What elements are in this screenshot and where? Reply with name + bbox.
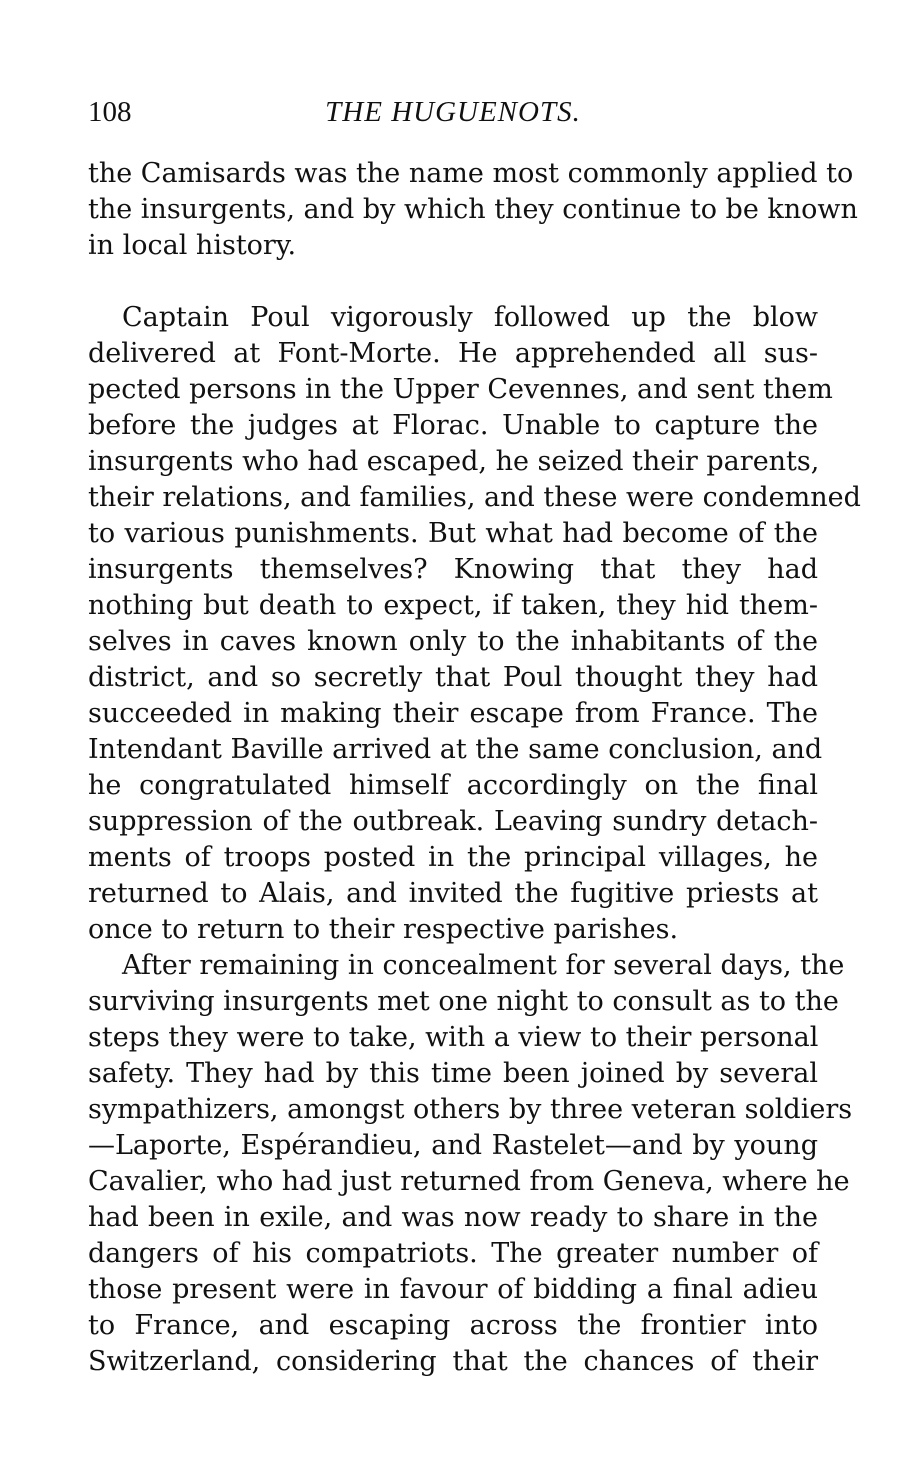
text-line: pected persons in the Upper Cevennes, and sent them bbox=[88, 374, 833, 405]
text-line: to various punishments. But what had become of the bbox=[88, 518, 818, 549]
text-line: he congratulated himself accordingly on the final bbox=[88, 770, 818, 801]
text-line: After remaining in concealment for several days, the bbox=[122, 950, 845, 981]
text-line: once to return to their respective parishes. bbox=[88, 914, 679, 945]
paragraph bbox=[88, 300, 861, 948]
page-number: 108 bbox=[88, 96, 132, 128]
text-line: —Laporte, Espérandieu, and Rastelet—and by young bbox=[88, 1130, 818, 1161]
body-text bbox=[88, 156, 861, 1380]
text-line: insurgents themselves? Knowing that they had bbox=[88, 554, 818, 585]
text-line: dangers of his compatriots. The greater number of bbox=[88, 1238, 818, 1269]
text-line: district, and so secretly that Poul thought they had bbox=[88, 662, 818, 693]
text-line: the Camisards was the name most commonly applied to bbox=[88, 158, 854, 189]
text-line: returned to Alais, and invited the fugitive priests at bbox=[88, 878, 818, 909]
text-line: delivered at Font-Morte. He apprehended all sus- bbox=[88, 338, 818, 369]
text-line: to France, and escaping across the frontier into bbox=[88, 1310, 818, 1341]
text-line: surviving insurgents met one night to consult as to the bbox=[88, 986, 839, 1017]
text-line: in local history. bbox=[88, 230, 297, 261]
running-title: THE HUGUENOTS. bbox=[325, 96, 581, 128]
text-line: selves in caves known only to the inhabitants of the bbox=[88, 626, 818, 657]
text-line: had been in exile, and was now ready to share in the bbox=[88, 1202, 818, 1233]
text-line: Captain Poul vigorously followed up the blow bbox=[122, 302, 818, 333]
text-line: succeeded in making their escape from France. The bbox=[88, 698, 818, 729]
text-line: before the judges at Florac. Unable to capture the bbox=[88, 410, 818, 441]
text-line: sympathizers, amongst others by three veteran soldiers bbox=[88, 1094, 853, 1125]
paragraph-gap bbox=[88, 264, 818, 300]
text-line: ments of troops posted in the principal villages, he bbox=[88, 842, 818, 873]
text-line: steps they were to take, with a view to their personal bbox=[88, 1022, 819, 1053]
text-line: safety. They had by this time been joined by several bbox=[88, 1058, 818, 1089]
text-line: Cavalier, who had just returned from Geneva, where he bbox=[88, 1166, 850, 1197]
text-line: the insurgents, and by which they continue to be known bbox=[88, 194, 858, 225]
text-line: insurgents who had escaped, he seized their parents, bbox=[88, 446, 820, 477]
paragraph bbox=[88, 948, 853, 1380]
text-line: their relations, and families, and these were condemned bbox=[88, 482, 861, 513]
text-line: nothing but death to expect, if taken, they hid them- bbox=[88, 590, 818, 621]
running-header bbox=[88, 94, 818, 138]
text-line: those present were in favour of bidding a final adieu bbox=[88, 1274, 818, 1305]
paragraph bbox=[88, 156, 858, 264]
text-line: Switzerland, considering that the chances of their bbox=[88, 1346, 818, 1377]
text-line: suppression of the outbreak. Leaving sundry detach- bbox=[88, 806, 818, 837]
text-line: Intendant Baville arrived at the same conclusion, and bbox=[88, 734, 823, 765]
